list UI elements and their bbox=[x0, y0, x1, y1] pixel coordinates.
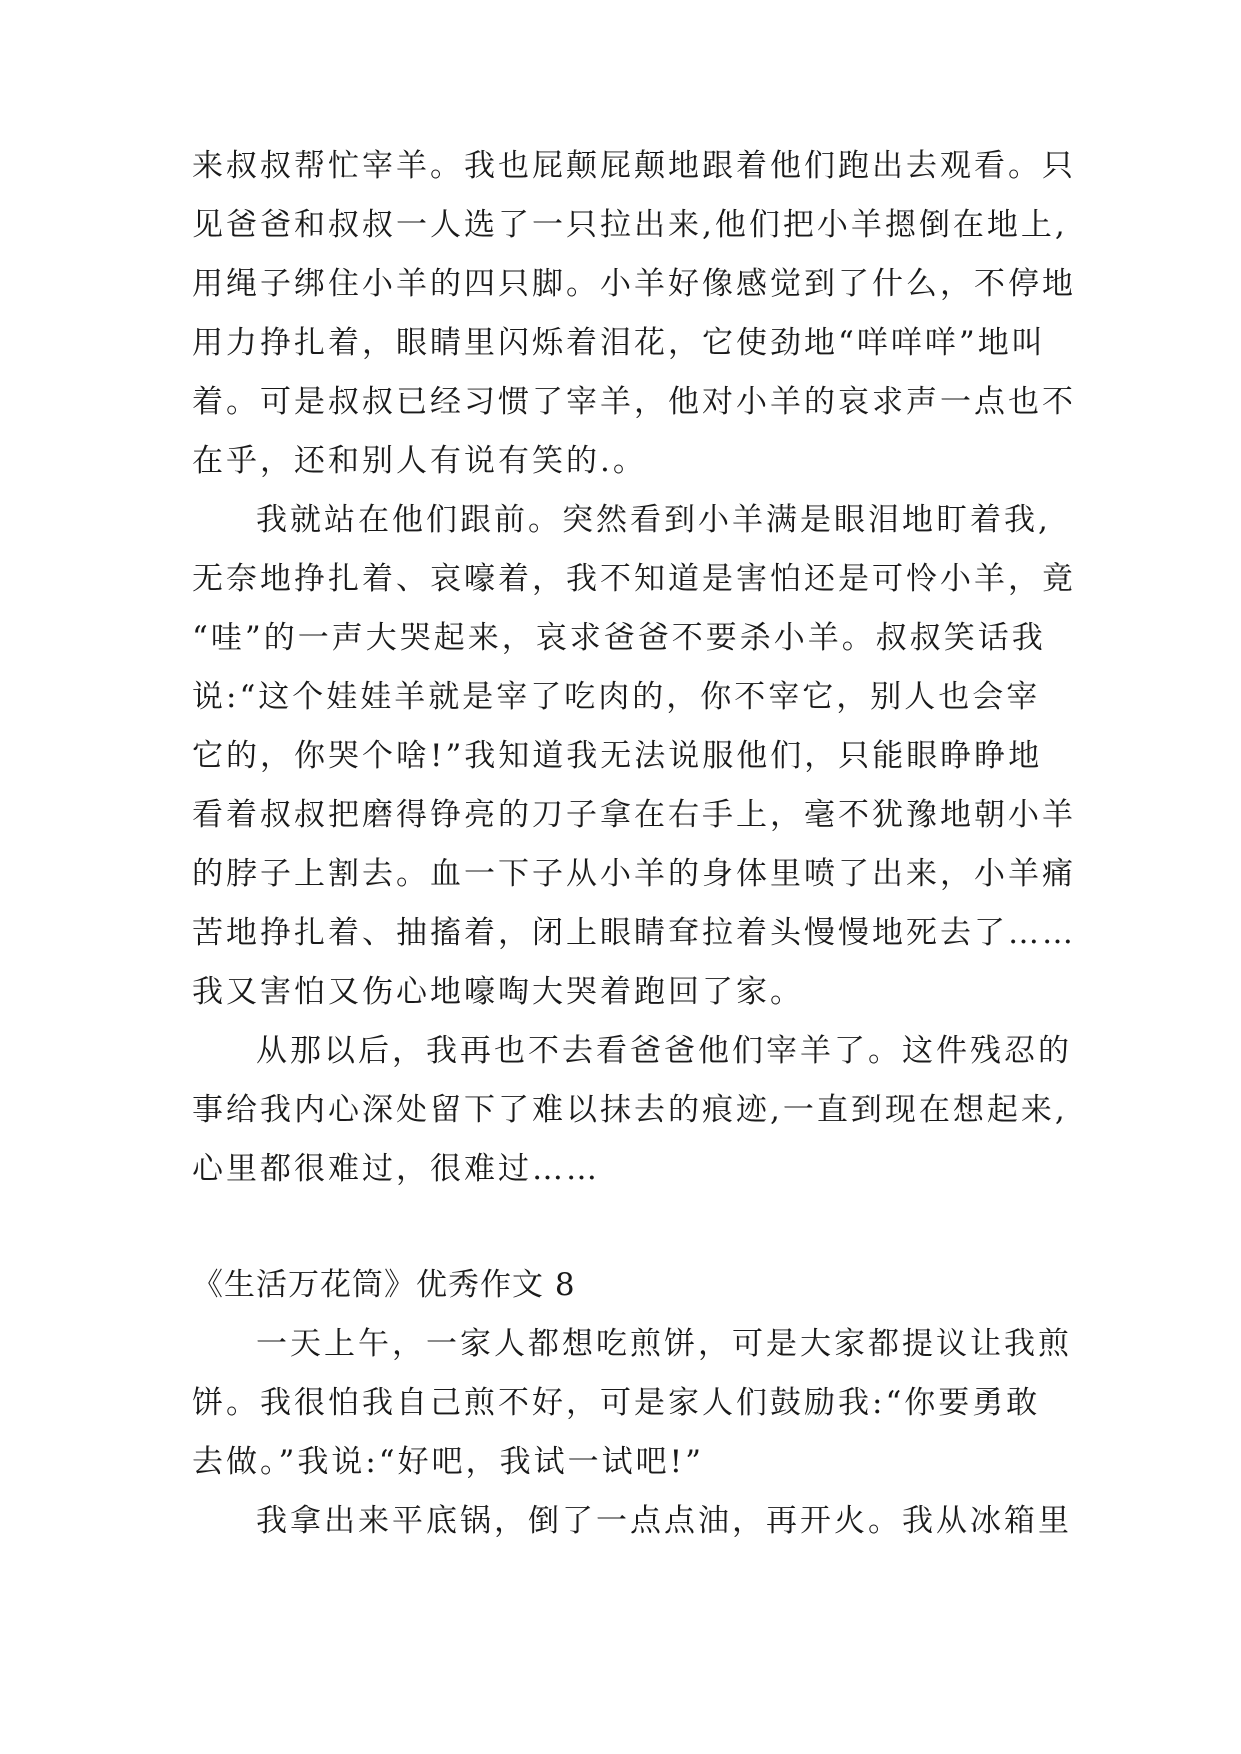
text-line: 事给我内心深处留下了难以抹去的痕迹,一直到现在想起来, bbox=[192, 1092, 1068, 1128]
text-line: 看着叔叔把磨得铮亮的刀子拿在右手上，毫不犹豫地朝小羊 bbox=[192, 797, 1076, 833]
text-line: 着。可是叔叔已经习惯了宰羊，他对小羊的哀求声一点也不 bbox=[192, 384, 1076, 420]
text-line: “哇”的一声大哭起来，哀求爸爸不要杀小羊。叔叔笑话我 bbox=[192, 620, 1046, 656]
text-line: 在乎，还和别人有说有笑的.。 bbox=[192, 443, 647, 479]
text-line: 用力挣扎着，眼睛里闪烁着泪花，它使劲地“咩咩咩”地叫 bbox=[192, 325, 1046, 361]
paragraph-first-line: 我拿出来平底锅，倒了一点点油，再开火。我从冰箱里 bbox=[256, 1503, 1072, 1539]
text-line: 饼。我很怕我自己煎不好，可是家人们鼓励我:“你要勇敢 bbox=[192, 1385, 1041, 1421]
text-line: 用绳子绑住小羊的四只脚。小羊好像感觉到了什么，不停地 bbox=[192, 266, 1076, 302]
text-line: 去做。”我说:“好吧，我试一试吧!” bbox=[192, 1444, 704, 1480]
paragraph-first-line: 我就站在他们跟前。突然看到小羊满是眼泪地盯着我, bbox=[256, 502, 1051, 538]
text-line: 说:“这个娃娃羊就是宰了吃肉的，你不宰它，别人也会宰 bbox=[192, 679, 1041, 715]
text-line: 的脖子上割去。血一下子从小羊的身体里喷了出来，小羊痛 bbox=[192, 856, 1076, 892]
text-line: 来叔叔帮忙宰羊。我也屁颠屁颠地跟着他们跑出去观看。只 bbox=[192, 148, 1076, 184]
text-line: 我又害怕又伤心地嚎啕大哭着跑回了家。 bbox=[192, 974, 804, 1010]
paragraph-first-line: 从那以后，我再也不去看爸爸他们宰羊了。这件残忍的 bbox=[256, 1033, 1072, 1069]
text-line: 心里都很难过，很难过…… bbox=[192, 1151, 600, 1187]
paragraph-first-line: 一天上午，一家人都想吃煎饼，可是大家都提议让我煎 bbox=[256, 1326, 1072, 1362]
text-line: 见爸爸和叔叔一人选了一只拉出来,他们把小羊摁倒在地上, bbox=[192, 207, 1068, 243]
section-heading: 《生活万花筒》优秀作文 8 bbox=[192, 1267, 576, 1303]
text-line: 无奈地挣扎着、哀嚎着，我不知道是害怕还是可怜小羊，竟 bbox=[192, 561, 1076, 597]
text-line: 它的，你哭个啥!”我知道我无法说服他们，只能眼睁睁地 bbox=[192, 738, 1043, 774]
text-line: 苦地挣扎着、抽搐着，闭上眼睛耷拉着头慢慢地死去了…… bbox=[192, 915, 1076, 951]
